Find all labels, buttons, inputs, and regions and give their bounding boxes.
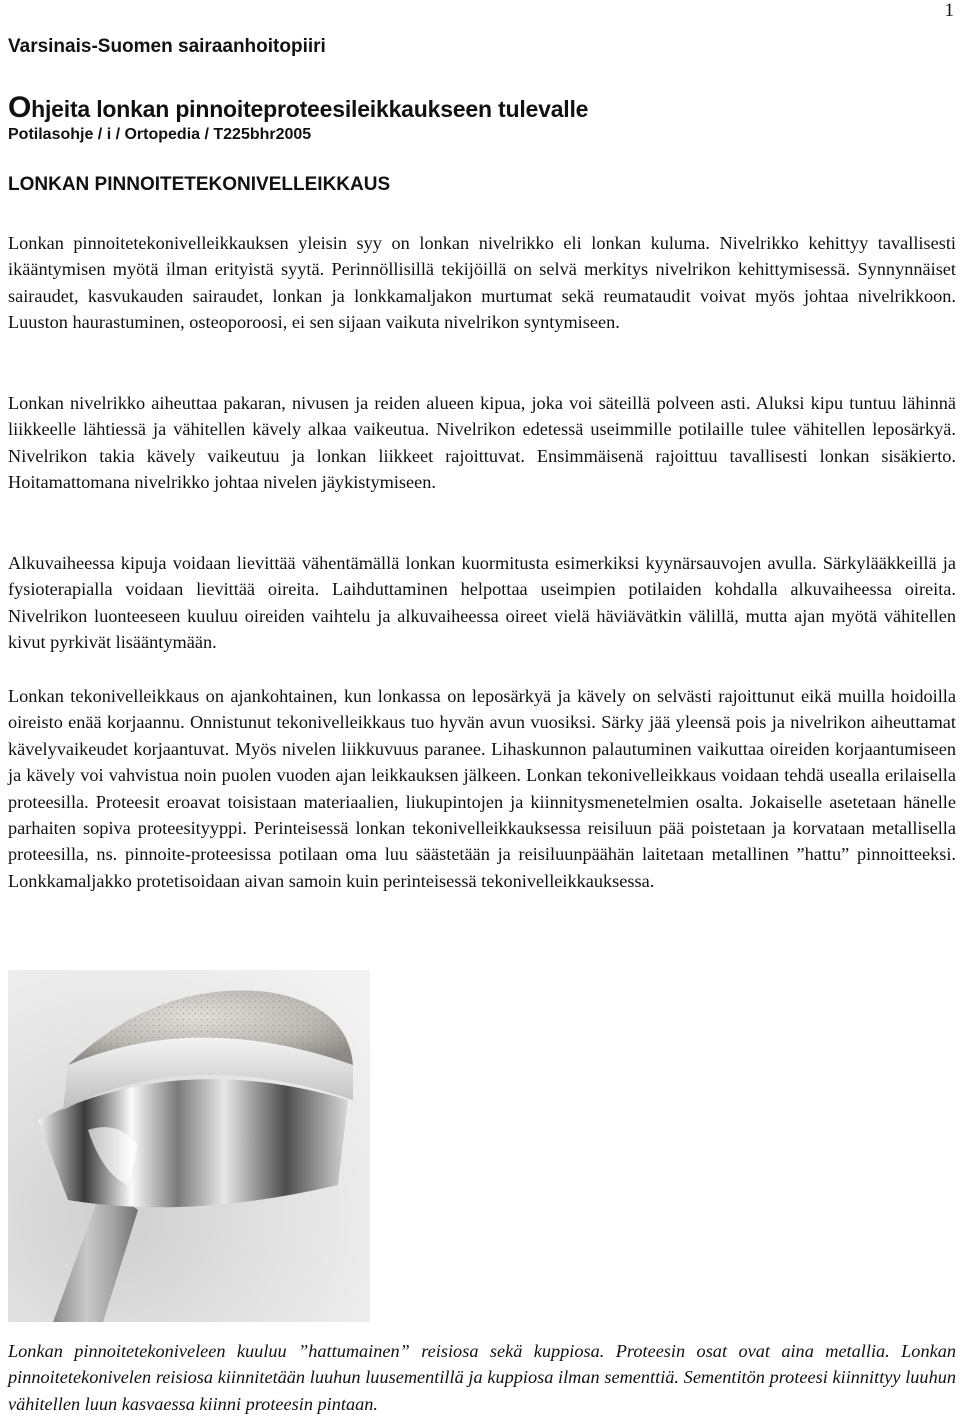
title-first-letter: O bbox=[8, 91, 32, 124]
paragraph-2: Lonkan nivelrikko aiheuttaa pakaran, nivusen ja reiden alueen kipua, joka voi säteillä polveen asti. Aluksi kipu tuntuu lähinnä liikkeelle lähtiessä ja vähitellen kävely alkaa vaikeutua. Nivelrikon edetessä useimmille potilaille tulee vähitellen leposärkyä. Nivelrikon takia kävely vaikeutuu ja lonkan liikkeet rajoittuvat. Ensimmäisenä rajoittuu tavallisesti lonkan sisäkierto. Hoitamattomana nivelrikko johtaa nivelen jäykistymiseen. bbox=[8, 393, 956, 493]
section-heading: LONKAN PINNOITETEKONIVELLEIKKAUS bbox=[8, 174, 391, 195]
paragraph-4: Lonkan tekonivelleikkaus on ajankohtainen, kun lonkassa on leposärkyä ja kävely on selvästi rajoittunut eikä muilla hoidoilla oireisto enää korjaannu. Onnistunut tekonivelleikkaus tuo hyvän avun vuosiksi. Särky jää yleensä pois ja nivelrikon aiheuttamat kävelyvaikeudet korjaantuvat. Myös nivelen liikkuvuus paranee. Lihaskunnon palautuminen vaikuttaa oireiden korjaantumiseen ja kävely voi vahvistua noin puolen vuoden ajan leikkauksen jälkeen. Lonkan tekonivelleikkaus voidaan tehdä usealla erilaisella proteesilla. Proteesit eroavat toisistaan materiaalien, liukupintojen ja kiinnitysmenetelmien osalta. Jokaiselle asetetaan hänelle parhaiten sopiva proteesityyppi. Perinteisessä lonkan tekonivelleikkauksessa reisiluun pää poistetaan ja korvataan metallisella proteesilla, ns. pinnoite-proteesissa potilaan oma luu säästetään ja reisiluunpäähän laitetaan metallinen ”hattu” pinnoitteeksi. Lonkkamaljakko protetisoidaan aivan samoin kuin perinteisessä tekonivelleikkauksessa. bbox=[8, 686, 956, 891]
figure-caption: Lonkan pinnoitetekoniveleen kuuluu ”hattumainen” reisiosa sekä kuppiosa. Proteesin osat ovat aina metallia. Lonkan pinnoitetekonivelen reisiosa kiinnitetään luuhun luusementillä ja kuppiosa ilman sementtiä. Sementitön proteesi kiinnittyy luuhun vähitellen luun kasvaessa kiinni proteesin pintaan. bbox=[8, 1341, 956, 1414]
page-number: 1 bbox=[944, 0, 954, 21]
document-title bbox=[8, 91, 588, 125]
prosthesis-photo bbox=[8, 970, 370, 1322]
paragraph-1: Lonkan pinnoitetekonivelleikkauksen yleisin syy on lonkan nivelrikko eli lonkan kuluma. Nivelrikko kehittyy tavallisesti ikääntymisen myötä ilman erityistä syytä. Perinnöllisillä tekijöillä on selvä merkitys nivelrikon kehittymisessä. Synnynnäiset sairaudet, kasvukauden sairaudet, lonkan ja lonkkamaljakon murtumat sekä reumataudit voivat myös johtaa nivelrikkoon. Luuston haurastuminen, osteoporoosi, ei sen sijaan vaikuta nivelrikon syntymiseen. bbox=[8, 233, 956, 333]
title-rest: hjeita lonkan pinnoiteproteesileikkaukseen tulevalle bbox=[31, 96, 589, 122]
organization-name: Varsinais-Suomen sairaanhoitopiiri bbox=[8, 36, 326, 57]
document-code: Potilasohje / i / Ortopedia / T225bhr2005 bbox=[8, 126, 312, 143]
paragraph-3: Alkuvaiheessa kipuja voidaan lievittää vähentämällä lonkan kuormitusta esimerkiksi kyynärsauvojen avulla. Särkylääkkeillä ja fysioterapialla voidaan lievittää oireita. Laihduttaminen helpottaa useimpien potilaiden kohdalla alkuvaiheessa oireita. Nivelrikon luonteeseen kuuluu oireiden vaihtelu ja alkuvaiheessa oireet vielä häviävätkin välillä, mutta ajan myötä vähitellen kivut pyrkivät lisääntymään. bbox=[8, 553, 956, 653]
